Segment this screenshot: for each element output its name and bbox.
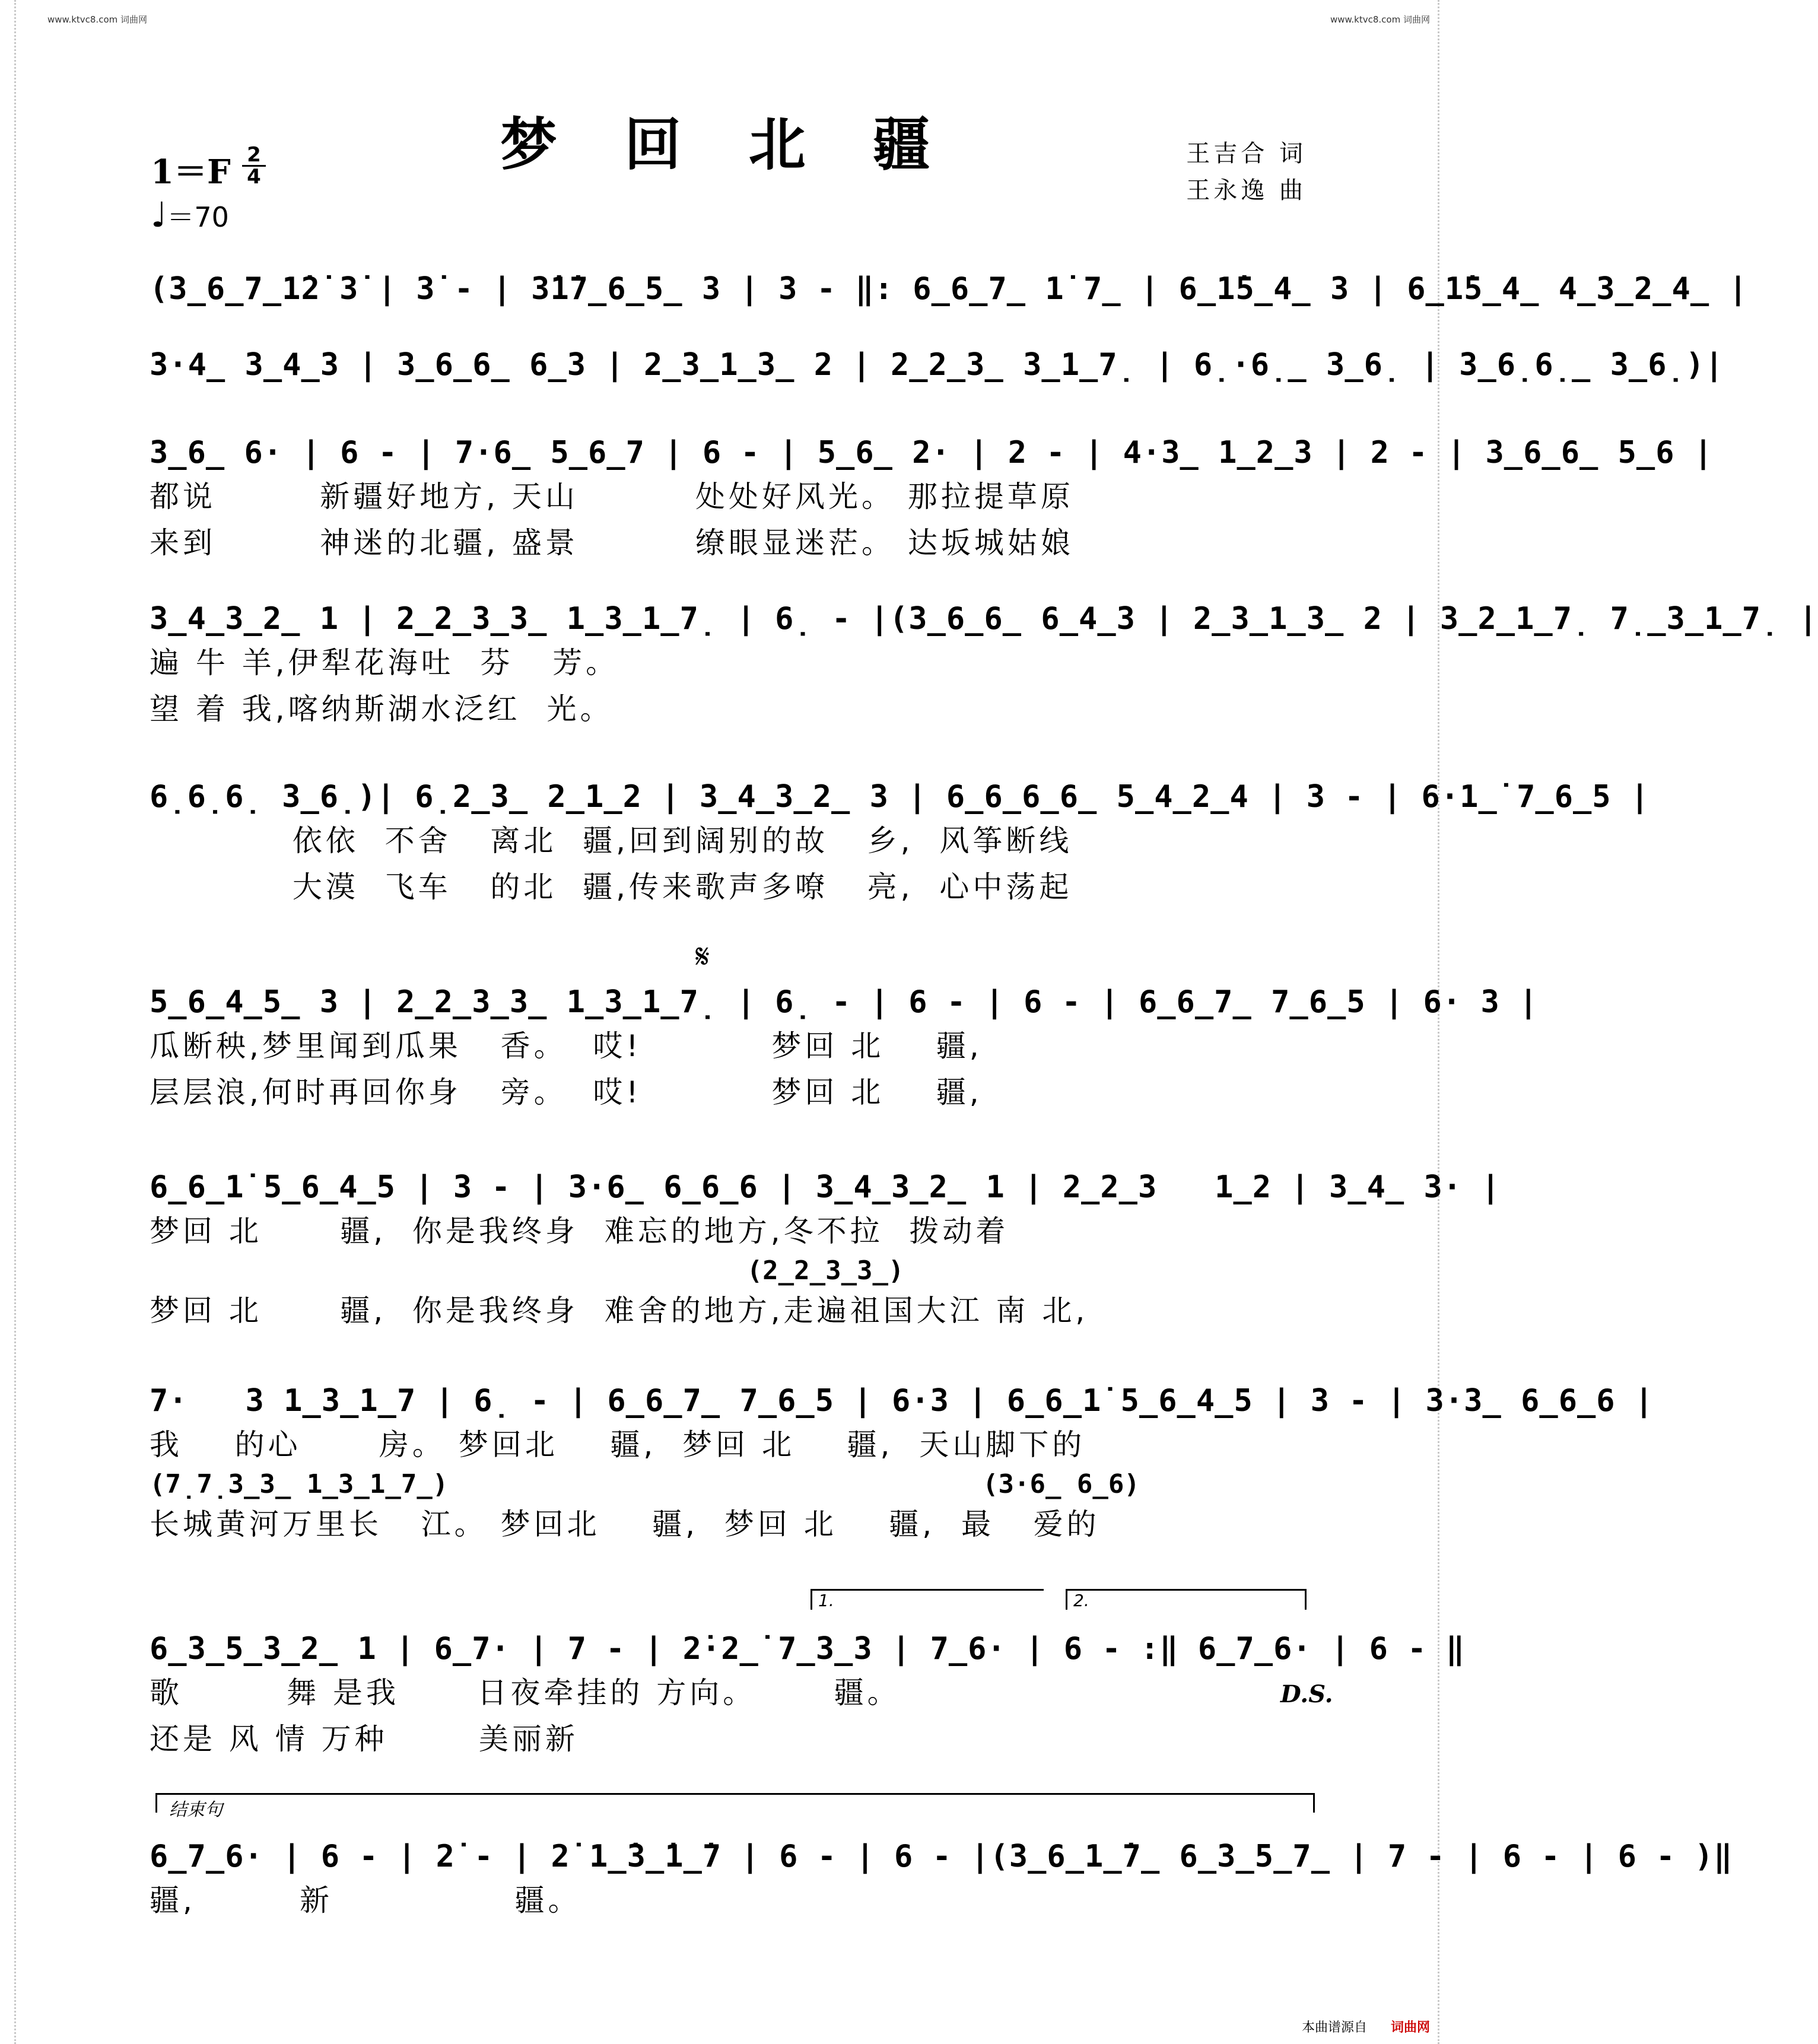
alternate-notes: (2̲2̲3̲3̲) xyxy=(150,1255,904,1286)
lyric-verse-1: 疆, 新 疆。 xyxy=(150,1883,581,1918)
score-system xyxy=(150,344,1724,386)
lyric-verse-1: 都说 新疆好地方, 天山 处处好风光。 那拉提草原 xyxy=(150,479,1074,514)
segno-sign: 𝄋 xyxy=(695,937,710,976)
music-line: 3̲6̲ 6· | 6 - | 7·6̲ 5̲6̲7 | 6 - | 5̲6̲ 2· | 2 - | 4·3̲ 1̲2̲3 | 2 - | 3̲6̲6̲ 5̲6 | xyxy=(150,435,1714,471)
score-system xyxy=(150,981,1539,1115)
lyric-verse-2: 望 着 我,喀纳斯湖水泛红 光。 xyxy=(150,692,614,726)
tempo-value: ＝70 xyxy=(167,201,229,233)
lyric-verse-1: 梦回 北 疆, 你是我终身 难忘的地方,冬不拉 拨动着 xyxy=(150,1214,1009,1248)
song-title: 梦 回 北 疆 xyxy=(500,111,954,178)
lyric-verse-1: 我 的心 房。 梦回北 疆, 梦回 北 疆, 天山脚下的 xyxy=(150,1428,1086,1462)
footer xyxy=(1302,2017,1430,2036)
footer-source: 本曲谱源自 xyxy=(1301,2020,1367,2035)
left-border-decoration xyxy=(14,0,16,2044)
music-line: 3̲4̲3̲2̲ 1 | 2̲2̲3̲3̲ 1̲3̲1̲7̣ | 6̣ - |(3̲6̲6̲ 6̲4̲3 | 2̲3̲1̲3̲ 2 | 3̲2̲1̲7̣ 7̣̲3̲1̲7̣ | xyxy=(150,601,1818,637)
music-line: 7· 3 1̲3̲1̲7 | 6̣ - | 6̲6̲7̲ 7̲6̲5 | 6·3 | 6̲6̲1̇ 5̲6̲4̲5 | 3 - | 3·3̲ 6̲6̲6 | xyxy=(150,1383,1654,1419)
lyric-verse-2: 层层浪,何时再回你身 旁。 哎! 梦回 北 疆, xyxy=(150,1075,983,1110)
meter-top: 2 xyxy=(247,143,261,167)
score-system xyxy=(150,1836,1733,1924)
lyric-verse-2: 长城黄河万里长 江。 梦回北 疆, 梦回 北 疆, 最 爱的 xyxy=(150,1507,1100,1541)
music-line: 3·4̲ 3̲4̲3 | 3̲6̲6̲ 6̲3 | 2̲3̲1̲3̲ 2 | 2̲2̲3̲ 3̲1̲7̣ | 6̣·6̣̲ 3̲6̣ | 3̲6̣6̣̲ 3̲6̣)| xyxy=(150,347,1724,383)
score-system xyxy=(150,776,1650,910)
music-line: 6̣6̣6̣ 3̲6̣)| 6̣2̲3̲ 2̲1̲2 | 3̲4̲3̲2̲ 3 | 6̲6̲6̲6̲ 5̲4̲2̲4 | 3 - | 6·1̲̇ 7̲6̲5 | xyxy=(150,779,1650,815)
lyricist: 王吉合 词 xyxy=(1186,140,1307,167)
key-signature: 1＝F xyxy=(151,152,231,192)
lyric-verse-2: 还是 风 情 万种 美丽新 xyxy=(150,1722,579,1756)
lyric-verse-1: 依依 不舍 离北 疆,回到阔别的故 乡, 风筝断线 xyxy=(150,824,1073,858)
tempo-marking xyxy=(151,195,229,235)
volta-1-label: 1. xyxy=(818,1591,834,1610)
meter-bottom: 4 xyxy=(247,165,261,189)
header-left-note: www.ktvc8.com 词曲网 xyxy=(47,14,148,25)
score-system xyxy=(150,1628,1466,1762)
music-line: 6̲6̲1̇ 5̲6̲4̲5 | 3 - | 3·6̲ 6̲6̲6 | 3̲4̲3̲2̲ 1 | 2̲2̲3 1̲2 | 3̲4̲ 3· | xyxy=(150,1169,1501,1205)
ending-label: 结束句 xyxy=(169,1800,223,1820)
score-system xyxy=(150,432,1714,566)
lyric-verse-1: 瓜断秧,梦里闻到瓜果 香。 哎! 梦回 北 疆, xyxy=(150,1029,983,1063)
lyric-verse-1: 遍 牛 羊,伊犁花海吐 芬 芳。 xyxy=(150,646,619,680)
dal-segno-mark: D.S. xyxy=(1280,1680,1333,1708)
lyric-verse-2: 来到 神迷的北疆, 盛景 缭眼显迷茫。 达坂城姑娘 xyxy=(150,526,1074,560)
volta-2-label: 2. xyxy=(1073,1591,1089,1610)
ending-section-bracket xyxy=(155,1793,1315,1820)
score-system xyxy=(150,1380,1654,1547)
time-signature xyxy=(242,145,266,187)
alternate-notes: (7̣7̣3̲3̲ 1̲3̲1̲7̲) (3·6̲ 6̲6) xyxy=(150,1469,1140,1499)
lyric-verse-1: 歌 舞 是我 日夜牵挂的 方向。 疆。 xyxy=(150,1676,901,1710)
score-system xyxy=(150,268,1748,310)
header-right-note: www.ktvc8.com 词曲网 xyxy=(1330,14,1430,25)
credits xyxy=(1186,135,1307,209)
first-ending-bracket xyxy=(811,1589,1044,1610)
score-system xyxy=(150,598,1818,732)
lyric-verse-2: 大漠 飞车 的北 疆,传来歌声多嘹 亮, 心中荡起 xyxy=(150,870,1073,904)
composer: 王永逸 曲 xyxy=(1186,177,1307,204)
footer-brand: 词曲网 xyxy=(1390,2020,1430,2035)
music-line: (3̲6̲7̲1̇2̇ 3̇ | 3̇ - | 3̇1̇7̲6̲5̲ 3 | 3 - ‖: 6̲6̲7̲ 1̇ 7̲ | 6̲1̇5̲4̲ 3 | 6̲1̇5̲4̲ 4̲3̲2̲4̲ | xyxy=(150,271,1748,307)
lyric-verse-2: 梦回 北 疆, 你是我终身 难舍的地方,走遍祖国大江 南 北, xyxy=(150,1293,1089,1328)
quarter-note-icon: ♩ xyxy=(151,195,167,235)
music-line: 6̲3̲5̲3̲2̲ 1 | 6̲7· | 7 - | 2̇·2̲̇ 7̲3̲3 | 7̲6· | 6 - :‖ 6̲7̲6· | 6 - ‖ xyxy=(150,1631,1466,1667)
music-line: 6̲7̲6· | 6 - | 2̇ - | 2̇ 1̲̇3̲̇1̲̇7 | 6 - | 6 - |(3̲6̲1̲̇7̲ 6̲3̲5̲7̲ | 7 - | 6 - | 6 - )‖ xyxy=(150,1839,1733,1874)
second-ending-bracket xyxy=(1066,1589,1307,1610)
music-line: 5̲6̲4̲5̲ 3 | 2̲2̲3̲3̲ 1̲3̲1̲7̣ | 6̣ - | 6 - | 6 - | 6̲6̲7̲ 7̲6̲5 | 6· 3 | xyxy=(150,984,1539,1020)
score-system xyxy=(150,1166,1501,1334)
